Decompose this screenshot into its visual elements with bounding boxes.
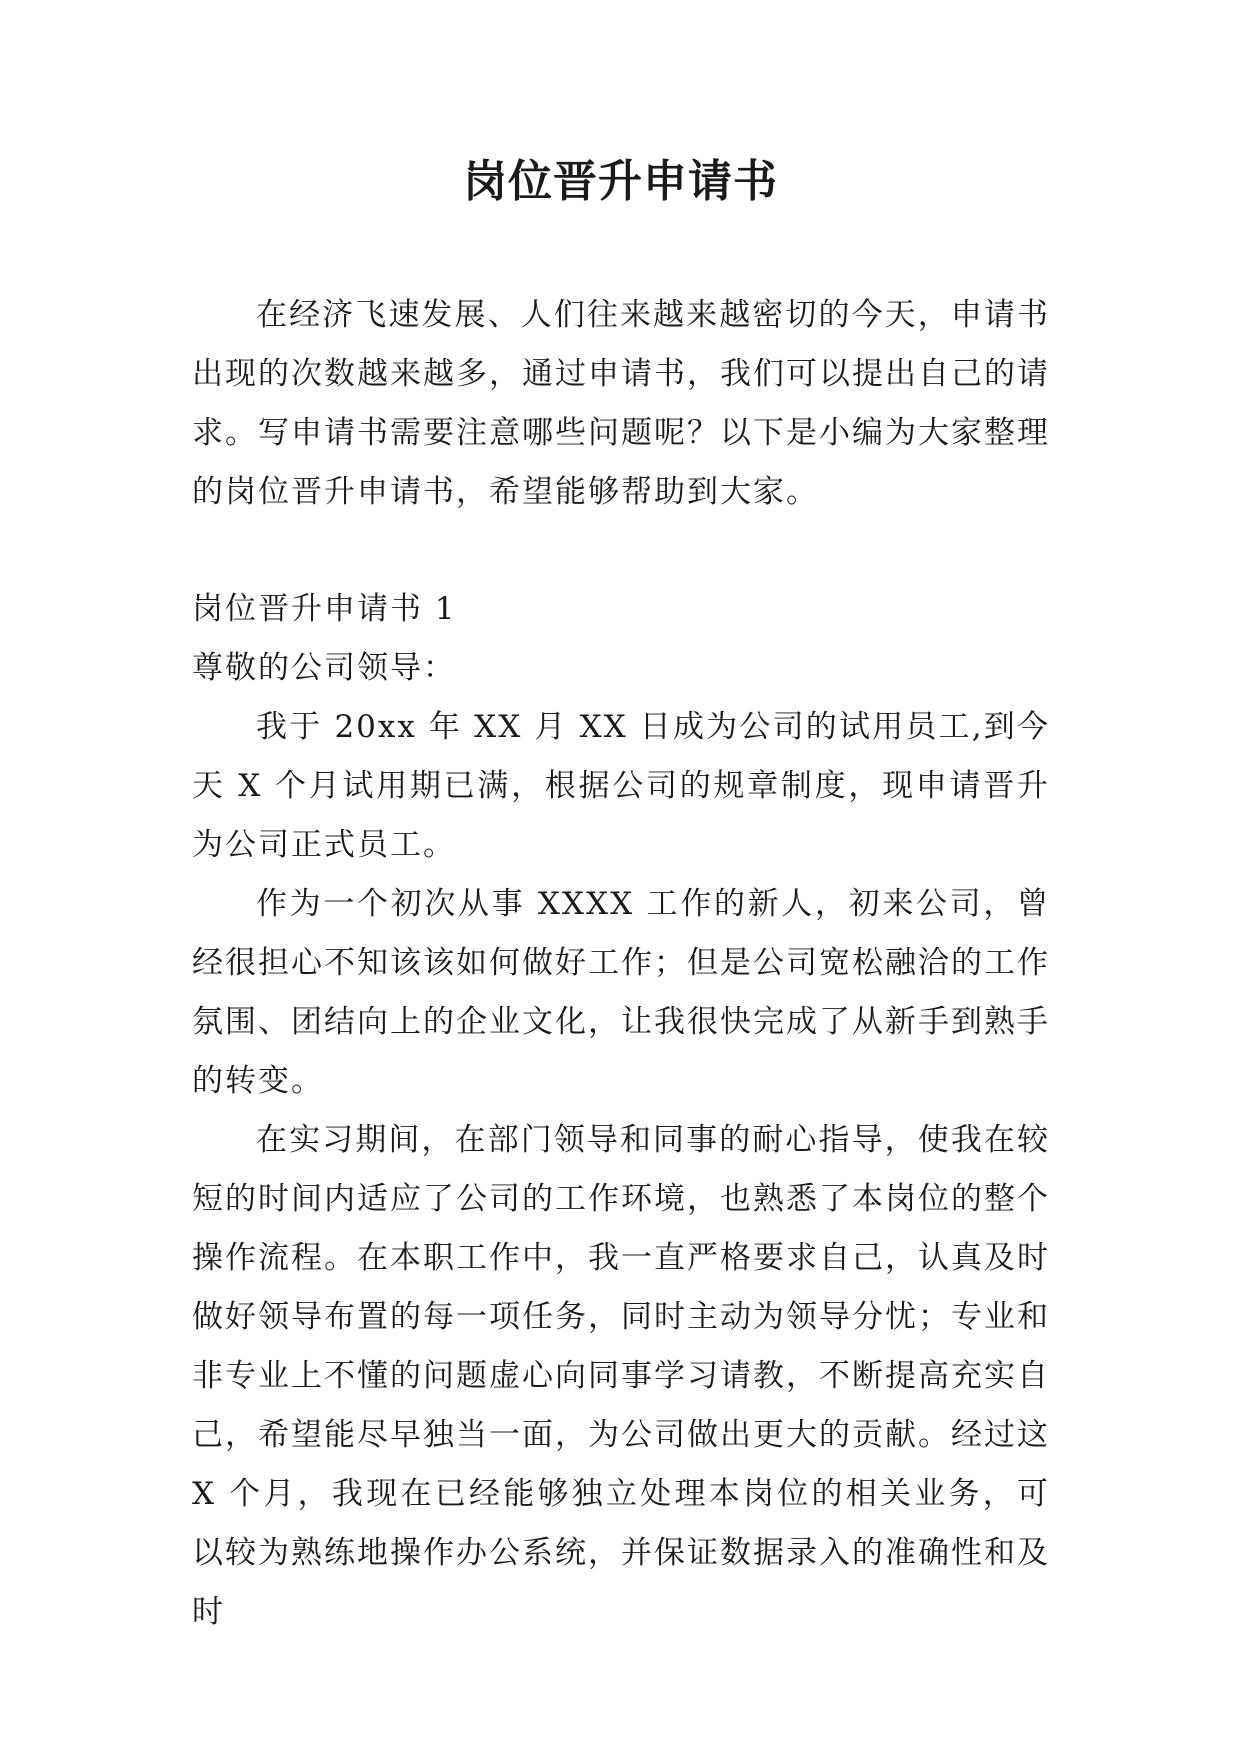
- salutation: 尊敬的公司领导：: [192, 650, 456, 686]
- intro-paragraph: 在经济飞速发展、人们往来越来越密切的今天，申请书出现的次数越来越多，通过申请书，我们可以提出自己的请求。写申请书需要注意哪些问题呢？以下是小编为大家整理的岗位晋升申请书，希望能够帮助到大家。: [192, 297, 1050, 510]
- body-paragraph-2: 作为一个初次从事 XXXX 工作的新人，初来公司，曾经很担心不知该该如何做好工作；但是公司宽松融洽的工作氛围、团结向上的企业文化，让我很快完成了从新手到熟手的转变。: [192, 886, 1050, 1099]
- section-title: 岗位晋升申请书 1: [192, 591, 457, 627]
- body-paragraph-3: 在实习期间，在部门领导和同事的耐心指导，使我在较短的时间内适应了公司的工作环境，也熟悉了本岗位的整个操作流程。在本职工作中，我一直严格要求自己，认真及时做好领导布置的每一项任务，同时主动为领导分忧；专业和非专业上不懂的问题虚心向同事学习请教，不断提高充实自己，希望能尽早独当一面，为公司做出更大的贡献。经过这 X 个月，我现在已经能够独立处理本岗位的相关业务，可以较为熟练地操作办公系统，并保证数据录入的准确性和及时: [192, 1122, 1050, 1630]
- body-paragraph-1: 我于 20xx 年 XX 月 XX 日成为公司的试用员工,到今天 X 个月试用期已满，根据公司的规章制度，现申请晋升为公司正式员工。: [192, 709, 1050, 863]
- document-title: 岗位晋升申请书: [463, 156, 778, 207]
- paragraph-gap: [192, 522, 1050, 580]
- document-body: [192, 286, 1050, 1642]
